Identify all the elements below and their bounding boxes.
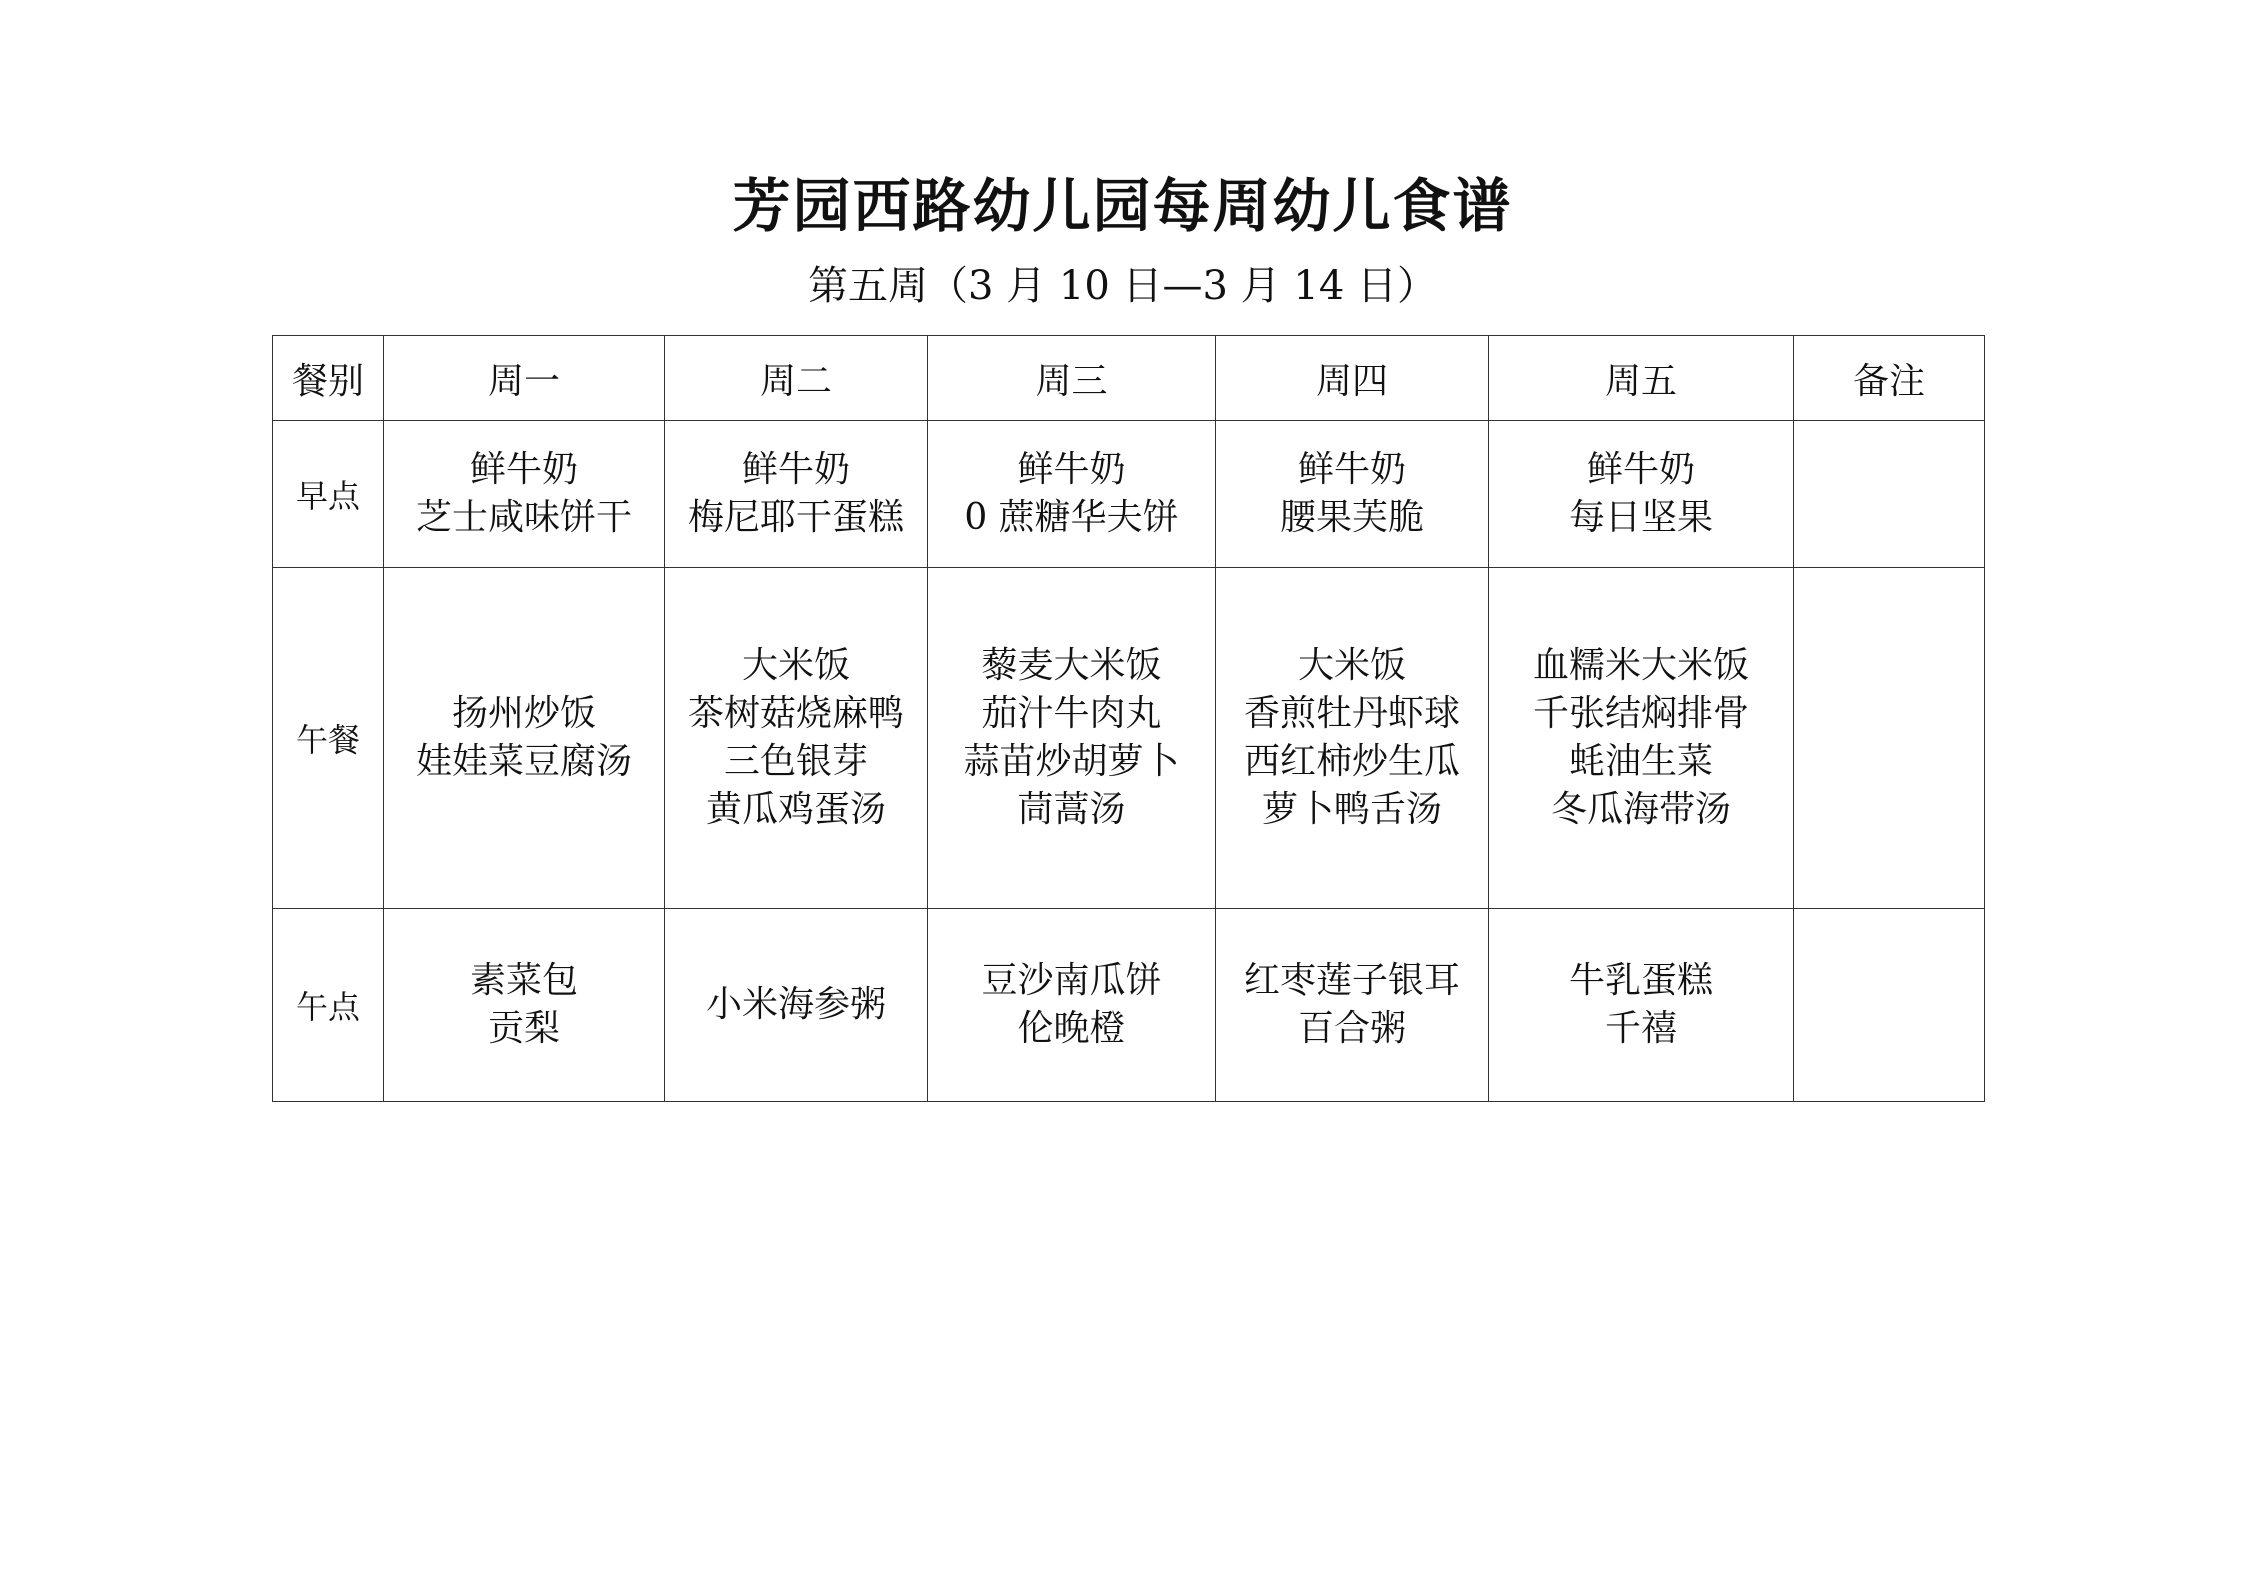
dish-item: 腰果芙脆 bbox=[1279, 497, 1424, 538]
dish-item: 鲜牛奶 bbox=[1297, 449, 1406, 490]
cell-snack-monday bbox=[384, 909, 665, 1102]
cell-snack-tuesday bbox=[665, 909, 928, 1102]
cell-snack-wednesday bbox=[928, 909, 1216, 1102]
dish-item: 西红柿炒生瓜 bbox=[1243, 741, 1460, 782]
dish-item: 大米饭 bbox=[1297, 645, 1406, 686]
dish-item: 千禧 bbox=[1604, 1008, 1677, 1049]
dish-item: 豆沙南瓜饼 bbox=[981, 960, 1162, 1001]
page-subtitle: 第五周（3 月 10 日—3 月 14 日） bbox=[808, 263, 1437, 309]
dish-item: 鲜牛奶 bbox=[1017, 449, 1126, 490]
cell-breakfast-monday bbox=[384, 421, 665, 568]
dish-item: 大米饭 bbox=[741, 645, 850, 686]
header-tuesday: 周二 bbox=[665, 336, 928, 421]
dish-item: 扬州炒饭 bbox=[451, 693, 596, 734]
page-title: 芳园西路幼儿园每周幼儿食谱 bbox=[732, 172, 1513, 240]
cell-snack-notes bbox=[1794, 909, 1985, 1102]
dish-item: 娃娃菜豆腐汤 bbox=[415, 741, 632, 782]
weekly-menu-table bbox=[272, 335, 1985, 1102]
dish-item: 萝卜鸭舌汤 bbox=[1261, 789, 1442, 830]
dish-item: 蒜苗炒胡萝卜 bbox=[963, 741, 1180, 782]
cell-breakfast-wednesday bbox=[928, 421, 1216, 568]
dish-item: 香煎牡丹虾球 bbox=[1243, 693, 1460, 734]
cell-snack-thursday bbox=[1216, 909, 1489, 1102]
cell-lunch-thursday bbox=[1216, 568, 1489, 909]
header-friday: 周五 bbox=[1489, 336, 1794, 421]
dish-item: 红枣莲子银耳 bbox=[1243, 960, 1460, 1001]
cell-lunch-notes bbox=[1794, 568, 1985, 909]
dish-item: 黄瓜鸡蛋汤 bbox=[705, 789, 886, 830]
dish-item: 三色银芽 bbox=[723, 741, 868, 782]
cell-lunch-tuesday bbox=[665, 568, 928, 909]
dish-item: 贡梨 bbox=[487, 1008, 560, 1049]
dish-item: 茄汁牛肉丸 bbox=[981, 693, 1162, 734]
dish-item: 冬瓜海带汤 bbox=[1550, 789, 1731, 830]
cell-breakfast-tuesday bbox=[665, 421, 928, 568]
cell-lunch-friday bbox=[1489, 568, 1794, 909]
dish-item: 百合粥 bbox=[1297, 1008, 1406, 1049]
cell-breakfast-friday bbox=[1489, 421, 1794, 568]
cell-lunch-monday bbox=[384, 568, 665, 909]
dish-item: 牛乳蛋糕 bbox=[1568, 960, 1713, 1001]
table-row-breakfast bbox=[273, 421, 1985, 568]
header-meal: 餐别 bbox=[273, 336, 384, 421]
header-wednesday: 周三 bbox=[928, 336, 1216, 421]
dish-item: 鲜牛奶 bbox=[469, 449, 578, 490]
dish-item: 梅尼耶干蛋糕 bbox=[687, 497, 904, 538]
header-thursday: 周四 bbox=[1216, 336, 1489, 421]
dish-item: 茼蒿汤 bbox=[1017, 789, 1126, 830]
header-notes: 备注 bbox=[1794, 336, 1985, 421]
dish-item: 鲜牛奶 bbox=[741, 449, 850, 490]
cell-breakfast-notes bbox=[1794, 421, 1985, 568]
header-row bbox=[273, 336, 1985, 421]
meal-label-lunch: 午餐 bbox=[273, 568, 384, 909]
cell-lunch-wednesday bbox=[928, 568, 1216, 909]
meal-label-breakfast: 早点 bbox=[273, 421, 384, 568]
dish-item: 小米海参粥 bbox=[705, 984, 886, 1025]
dish-item: 血糯米大米饭 bbox=[1532, 645, 1749, 686]
dish-item: 蚝油生菜 bbox=[1568, 741, 1713, 782]
dish-item: 伦晚橙 bbox=[1017, 1008, 1126, 1049]
cell-breakfast-thursday bbox=[1216, 421, 1489, 568]
table-row-snack bbox=[273, 909, 1985, 1102]
dish-item: 0 蔗糖华夫饼 bbox=[964, 497, 1179, 538]
meal-label-snack: 午点 bbox=[273, 909, 384, 1102]
dish-item: 千张结焖排骨 bbox=[1532, 693, 1749, 734]
dish-item: 芝士咸味饼干 bbox=[415, 497, 632, 538]
dish-item: 鲜牛奶 bbox=[1586, 449, 1695, 490]
dish-item: 每日坚果 bbox=[1568, 497, 1713, 538]
dish-item: 素菜包 bbox=[469, 960, 578, 1001]
dish-item: 茶树菇烧麻鸭 bbox=[687, 693, 904, 734]
header-monday: 周一 bbox=[384, 336, 665, 421]
table-row-lunch bbox=[273, 568, 1985, 909]
dish-item: 藜麦大米饭 bbox=[981, 645, 1162, 686]
cell-snack-friday bbox=[1489, 909, 1794, 1102]
